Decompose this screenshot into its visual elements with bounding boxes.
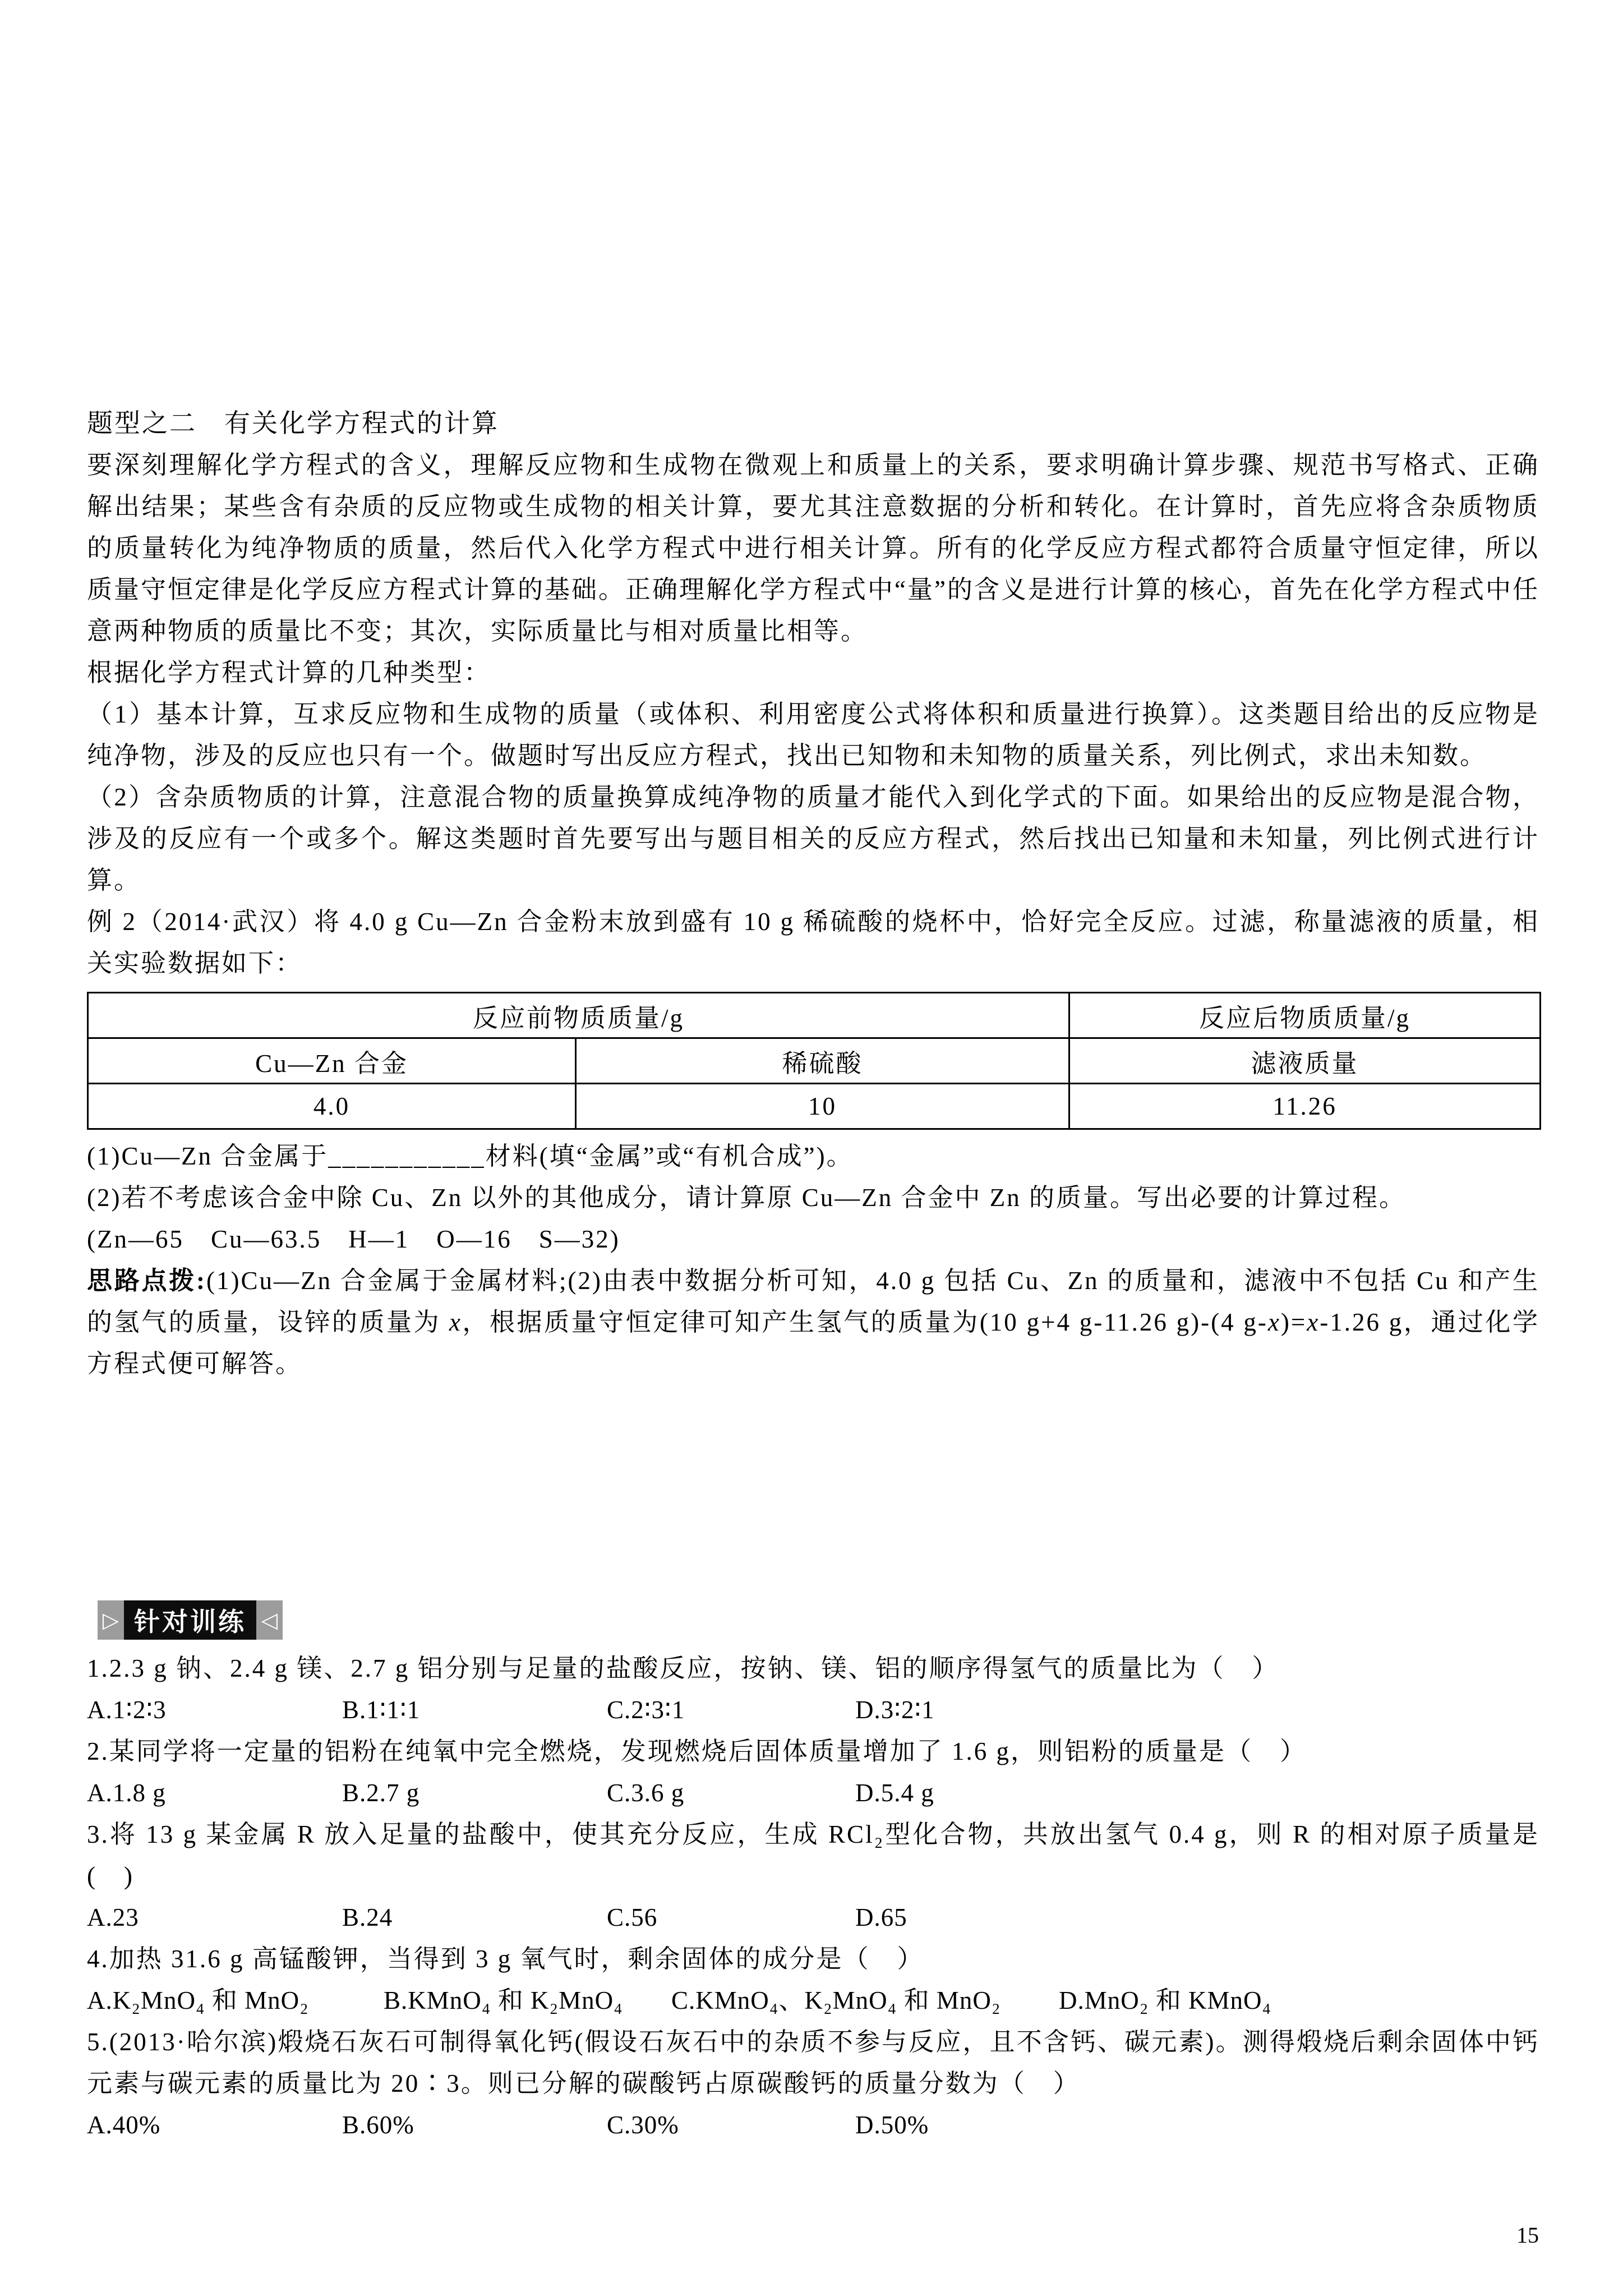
variable-x: x: [449, 1308, 462, 1336]
option-c: C.3.6 g: [607, 1779, 685, 1807]
example-question-2: (2)若不考虑该合金中除 Cu、Zn 以外的其他成分，请计算原 Cu—Zn 合金中 Zn 的质量。写出必要的计算过程。: [87, 1184, 1406, 1212]
option-b: B.1∶1∶1: [342, 1696, 421, 1724]
value-acid: 10: [576, 1084, 1069, 1129]
cell-acid-label: 稀硫酸: [576, 1038, 1069, 1084]
hint-text: -1.26 g，通过化学方程式便可解答。: [87, 1308, 1539, 1378]
variable-x: x: [1307, 1308, 1320, 1336]
page-number: 15: [1516, 2223, 1539, 2248]
hint-label: 思路点拨:: [87, 1267, 207, 1295]
option-b: B.60%: [342, 2111, 414, 2139]
example-question-1: (1)Cu—Zn 合金属于___________材料(填“金属”或“有机合成”)。: [87, 1142, 854, 1170]
table-header-row: [88, 993, 1541, 1038]
question-2-options: [87, 1772, 1539, 1814]
option-a: A.1∶2∶3: [87, 1696, 167, 1724]
table-substance-row: [88, 1038, 1541, 1084]
intro-paragraph: 要深刻理解化学方程式的含义，理解反应物和生成物在微观上和质量上的关系，要求明确计算步骤、规范书写格式、正确解出结果；某些含有杂质的反应物或生成物的相关计算，要尤其注意数据的分析和转化。在计算时，首先应将含杂质物质的质量转化为纯净物质的质量，然后代入化学方程式中进行相关计算。所有的化学反应方程式都符合质量守恒定律，所以质量守恒定律是化学反应方程式计算的基础。正确理解化学方程式中“量”的含义是进行计算的核心，首先在化学方程式中任意两种物质的质量比不变；其次，实际质量比与相对质量比相等。: [87, 451, 1539, 645]
question-4-text: 4.加热 31.6 g 高锰酸钾，当得到 3 g 氧气时，剩余固体的成分是（ ）: [87, 1945, 924, 1973]
question-3-text: 3.将 13 g 某金属 R 放入足量的盐酸中，使其充分反应，生成 RCl₂型化合物，共放出氢气 0.4 g，则 R 的相对原子质量是( ): [87, 1820, 1539, 1890]
right-triangle-icon: ▷: [98, 1600, 124, 1640]
option-b: B.24: [342, 1903, 393, 1931]
option-c: C.30%: [607, 2111, 679, 2139]
option-d: D.5.4 g: [855, 1779, 934, 1807]
option-a: A.K₂MnO₄ 和 MnO₂: [87, 1986, 309, 2014]
question-2-text: 2.某同学将一定量的铝粉在纯氧中完全燃烧，发现燃烧后固体质量增加了 1.6 g，则铝粉的质量是（ ）: [87, 1737, 1307, 1765]
cell-filtrate-label: 滤液质量: [1069, 1038, 1541, 1084]
hint-paragraph: [87, 1260, 1539, 1384]
page-title: 题型之二 有关化学方程式的计算: [87, 409, 499, 438]
question-4-options: [87, 1980, 1539, 2021]
question-5-text: 5.(2013·哈尔滨)煅烧石灰石可制得氧化钙(假设石灰石中的杂质不参与反应，且不含钙、碳元素)。测得煅烧后剩余固体中钙元素与碳元素的质量比为 20∶3。则已分解的碳酸钙占原碳酸钙的质量分数为（ ）: [87, 2028, 1539, 2097]
hint-text: ，根据质量守恒定律可知产生氢气的质量为(10 g+4 g-11.26 g)-(4 g-: [462, 1308, 1268, 1336]
option-a: A.1.8 g: [87, 1779, 166, 1807]
hint-text: )=: [1280, 1308, 1307, 1336]
question-1-options: [87, 1689, 1539, 1731]
type1-paragraph: （1）基本计算，互求反应物和生成物的质量（或体积、利用密度公式将体积和质量进行换算）。这类题目给出的反应物是纯净物，涉及的反应也只有一个。做题时写出反应方程式，找出已知物和未知物的质量关系，列比例式，求出未知数。: [87, 700, 1539, 770]
option-c: C.56: [607, 1903, 658, 1931]
question-5-options: [87, 2104, 1539, 2146]
option-b: B.KMnO₄ 和 K₂MnO₄: [384, 1986, 623, 2014]
type2-paragraph: （2）含杂质物质的计算，注意混合物的质量换算成纯净物的质量才能代入到化学式的下面。如果给出的反应物是混合物，涉及的反应有一个或多个。解这类题时首先要写出与题目相关的反应方程式，然后找出已知量和未知量，列比例式进行计算。: [87, 783, 1539, 894]
vertical-spacer: [87, 1384, 1539, 1600]
option-d: D.50%: [855, 2111, 929, 2139]
experiment-data-table: [87, 992, 1541, 1130]
question-3-options: [87, 1897, 1539, 1938]
atomic-masses: (Zn—65 Cu—63.5 H—1 O—16 S—32): [87, 1225, 620, 1253]
option-d: D.MnO₂ 和 KMnO₄: [1059, 1986, 1272, 2014]
option-c: C.KMnO₄、K₂MnO₄ 和 MnO₂: [671, 1986, 1001, 2014]
hint-text: (1)Cu—Zn 合金属于金属材料;(2)由表中数据分析可知，4.0 g 包括 Cu、Zn 的质量和，滤液中不包括 Cu 和产生的氢气的质量，设锌的质量为: [87, 1267, 1539, 1336]
header-before-reaction: 反应前物质质量/g: [88, 993, 1069, 1038]
types-heading: 根据化学方程式计算的几种类型：: [87, 659, 491, 687]
option-b: B.2.7 g: [342, 1779, 420, 1807]
example-intro: 例 2（2014·武汉）将 4.0 g Cu—Zn 合金粉末放到盛有 10 g 稀硫酸的烧杯中，恰好完全反应。过滤，称量滤液的质量，相关实验数据如下：: [87, 908, 1539, 977]
option-c: C.2∶3∶1: [607, 1696, 685, 1724]
value-filtrate: 11.26: [1069, 1084, 1541, 1129]
option-a: A.40%: [87, 2111, 161, 2139]
question-1-text: 1.2.3 g 钠、2.4 g 镁、2.7 g 铝分别与足量的盐酸反应，按钠、镁、铝的顺序得氢气的质量比为（ ）: [87, 1654, 1279, 1682]
training-badge: [98, 1600, 283, 1640]
cell-alloy-label: Cu—Zn 合金: [88, 1038, 576, 1084]
option-a: A.23: [87, 1903, 139, 1931]
variable-x: x: [1267, 1308, 1281, 1336]
header-after-reaction: 反应后物质质量/g: [1069, 993, 1541, 1038]
option-d: D.3∶2∶1: [855, 1696, 935, 1724]
table-value-row: [88, 1084, 1541, 1129]
left-triangle-icon: ◁: [256, 1600, 283, 1640]
value-alloy: 4.0: [88, 1084, 576, 1129]
page-content: [87, 403, 1539, 2146]
option-d: D.65: [855, 1903, 907, 1931]
training-badge-label: 针对训练: [124, 1600, 256, 1640]
